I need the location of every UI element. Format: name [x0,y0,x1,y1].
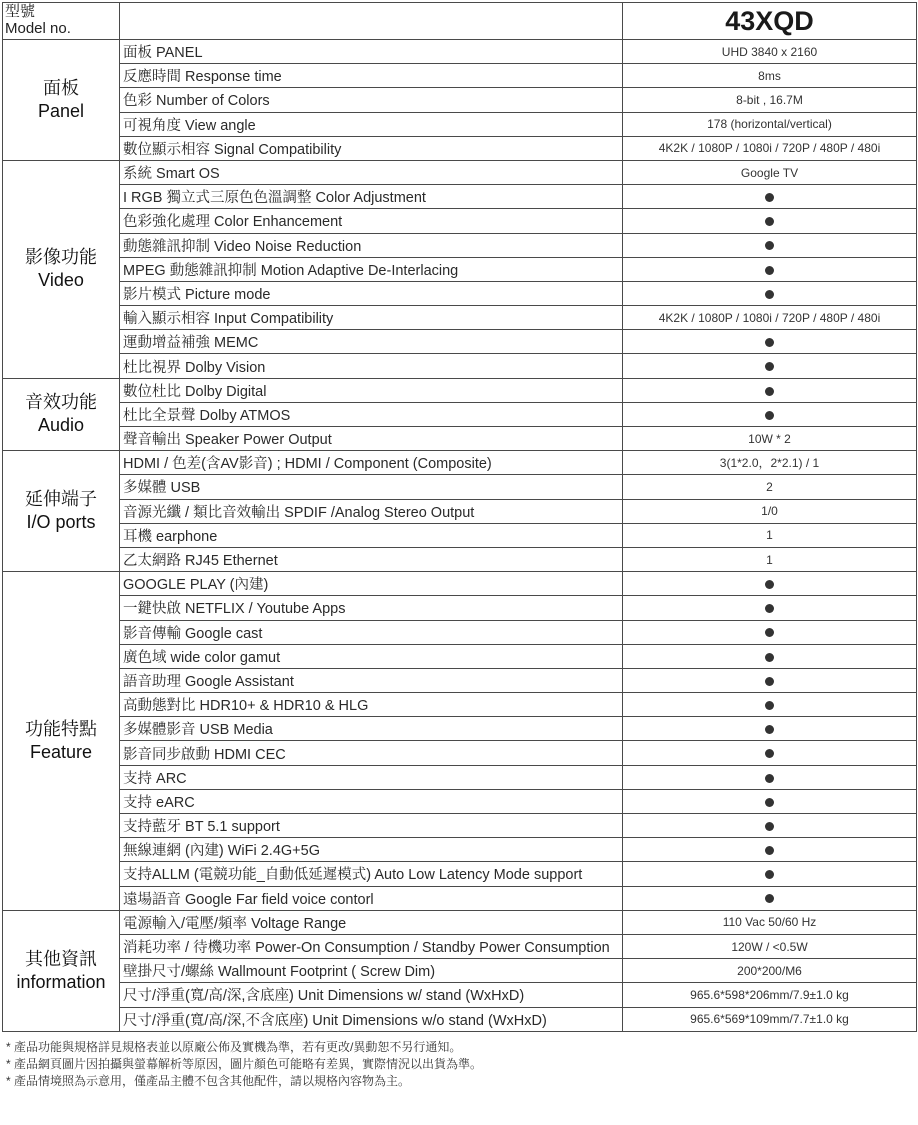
spec-value: 3(1*2.0，2*2.1) / 1 [623,451,917,475]
spec-row [3,765,917,789]
feature-label: 可視角度 View angle [120,112,623,136]
feature-label: 耳機 earphone [120,523,623,547]
feature-label: 數位杜比 Dolby Digital [120,378,623,402]
section-header [3,40,120,161]
spec-row [3,306,917,330]
supported-dot-icon [765,604,774,613]
spec-row [3,451,917,475]
spec-value: 4K2K / 1080P / 1080i / 720P / 480P / 480i [623,136,917,160]
model-label-zh: 型號 [5,3,36,20]
spec-row [3,257,917,281]
feature-label: 多媒體影音 USB Media [120,717,623,741]
spec-row [3,475,917,499]
supported-dot-icon [765,217,774,226]
supported-cell [623,644,917,668]
feature-label: 輸入顯示相容 Input Compatibility [120,306,623,330]
spec-row [3,862,917,886]
feature-label: 無線連網 (內建) WiFi 2.4G+5G [120,838,623,862]
feature-label: 高動態對比 HDR10+ & HDR10 & HLG [120,693,623,717]
supported-dot-icon [765,653,774,662]
feature-label: 數位顯示相容 Signal Compatibility [120,136,623,160]
supported-dot-icon [765,725,774,734]
spec-value: 178 (horizontal/vertical) [623,112,917,136]
spec-value: 1/0 [623,499,917,523]
supported-dot-icon [765,677,774,686]
supported-dot-icon [765,362,774,371]
feature-label: 支持ALLM (電競功能_自動低延遲模式) Auto Low Latency Mode support [120,862,623,886]
supported-cell [623,281,917,305]
feature-label: 聲音輸出 Speaker Power Output [120,427,623,451]
model-label-cell [3,3,120,40]
section-name-zh: 功能特點 [25,718,97,739]
spec-row [3,427,917,451]
feature-label: 語音助理 Google Assistant [120,668,623,692]
spec-row [3,136,917,160]
feature-label: MPEG 動態雜訊抑制 Motion Adaptive De-Interlacing [120,257,623,281]
spec-value: 10W * 2 [623,427,917,451]
section-name-en: information [16,971,106,992]
spec-row [3,88,917,112]
supported-cell [623,693,917,717]
supported-dot-icon [765,628,774,637]
feature-label: 動態雜訊抑制 Video Noise Reduction [120,233,623,257]
spec-row [3,233,917,257]
spec-row [3,644,917,668]
feature-label: 影音傳輸 Google cast [120,620,623,644]
spec-row [3,814,917,838]
spec-row [3,547,917,571]
supported-dot-icon [765,241,774,250]
feature-label: 支持 ARC [120,765,623,789]
supported-dot-icon [765,894,774,903]
spec-row [3,620,917,644]
supported-cell [623,572,917,596]
feature-label: 色彩 Number of Colors [120,88,623,112]
spec-value: 120W / <0.5W [623,934,917,958]
spec-row [3,523,917,547]
feature-label: HDMI / 色差(含AV影音) ; HDMI / Component (Composite) [120,451,623,475]
spec-row [3,209,917,233]
spec-row [3,934,917,958]
feature-label: 杜比全景聲 Dolby ATMOS [120,402,623,426]
supported-dot-icon [765,290,774,299]
spec-value: 1 [623,523,917,547]
feature-label: I RGB 獨立式三原色色溫調整 Color Adjustment [120,185,623,209]
spec-value: 8ms [623,64,917,88]
supported-dot-icon [765,749,774,758]
spec-row [3,281,917,305]
section-name-en: Audio [37,415,85,436]
spec-value: 8-bit , 16.7M [623,88,917,112]
feature-label: 支持 eARC [120,789,623,813]
section-header [3,910,120,1031]
supported-dot-icon [765,411,774,420]
supported-cell [623,233,917,257]
spec-row [3,64,917,88]
feature-label: 廣色域 wide color gamut [120,644,623,668]
supported-cell [623,789,917,813]
spec-row [3,330,917,354]
section-name-en: Video [38,270,84,291]
feature-label: 遠場語音 Google Far field voice contorl [120,886,623,910]
supported-cell [623,862,917,886]
spec-value: 965.6*569*109mm/7.7±1.0 kg [623,1007,917,1031]
supported-cell [623,620,917,644]
supported-cell [623,717,917,741]
feature-label: 多媒體 USB [120,475,623,499]
supported-cell [623,741,917,765]
spec-table-body [3,3,917,1032]
feature-label: 影音同步啟動 HDMI CEC [120,741,623,765]
supported-cell [623,378,917,402]
model-label-en: Model no. [5,20,71,37]
section-name-zh: 其他資訊 [25,948,97,969]
supported-cell [623,596,917,620]
supported-cell [623,209,917,233]
header-row [3,3,917,40]
spec-row [3,402,917,426]
spec-row [3,668,917,692]
feature-label: 運動增益補強 MEMC [120,330,623,354]
spec-row [3,983,917,1007]
spec-row [3,112,917,136]
section-name-en: I/O ports [26,512,96,533]
supported-dot-icon [765,846,774,855]
feature-label: 消耗功率 / 待機功率 Power-On Consumption / Standby Power Consumption [120,934,623,958]
spec-row [3,838,917,862]
spec-value: UHD 3840 x 2160 [623,40,917,64]
spec-row [3,572,917,596]
feature-label: 尺寸/淨重(寬/高/深,不含底座) Unit Dimensions w/o stand (WxHxD) [120,1007,623,1031]
feature-label: 反應時間 Response time [120,64,623,88]
spec-row [3,378,917,402]
feature-label: 杜比視界 Dolby Vision [120,354,623,378]
spec-row [3,910,917,934]
feature-label: 一鍵快啟 NETFLIX / Youtube Apps [120,596,623,620]
feature-label: 系統 Smart OS [120,160,623,184]
feature-label: GOOGLE PLAY (內建) [120,572,623,596]
supported-dot-icon [765,266,774,275]
section-name-zh: 延伸端子 [25,489,97,510]
feature-label: 音源光纖 / 類比音效輸出 SPDIF /Analog Stereo Output [120,499,623,523]
feature-label: 乙太網路 RJ45 Ethernet [120,547,623,571]
supported-dot-icon [765,338,774,347]
header-blank-cell [120,3,623,40]
supported-dot-icon [765,822,774,831]
spec-row [3,789,917,813]
footnote: * 產品功能與規格詳見規格表並以原廠公佈及實機為準，若有更改/異動恕不另行通知。 [6,1040,462,1054]
spec-row [3,40,917,64]
supported-dot-icon [765,387,774,396]
spec-row [3,693,917,717]
spec-table [2,2,917,1032]
supported-cell [623,765,917,789]
footnote: * 產品情境照為示意用，僅產品主體不包含其他配件，請以規格內容物為主。 [6,1074,411,1088]
spec-row [3,185,917,209]
spec-value: 1 [623,547,917,571]
spec-value: 200*200/M6 [623,959,917,983]
spec-row [3,596,917,620]
supported-dot-icon [765,870,774,879]
spec-row [3,1007,917,1031]
section-name-zh: 影像功能 [25,247,97,268]
supported-cell [623,185,917,209]
spec-value: 110 Vac 50/60 Hz [623,910,917,934]
section-header [3,378,120,451]
spec-row [3,499,917,523]
feature-label: 支持藍牙 BT 5.1 support [120,814,623,838]
footnote: * 產品網頁圖片因拍攝與螢幕解析等原因，圖片顏色可能略有差異，實際情況以出貨為準。 [6,1057,483,1071]
supported-dot-icon [765,774,774,783]
section-header [3,451,120,572]
supported-cell [623,402,917,426]
section-name-zh: 面板 [43,77,79,98]
spec-row [3,959,917,983]
section-header [3,572,120,911]
spec-row [3,160,917,184]
feature-label: 面板 PANEL [120,40,623,64]
section-name-zh: 音效功能 [25,392,97,413]
supported-cell [623,668,917,692]
supported-cell [623,330,917,354]
footnotes [6,1039,906,1090]
feature-label: 電源輸入/電壓/頻率 Voltage Range [120,910,623,934]
supported-cell [623,354,917,378]
spec-value: 965.6*598*206mm/7.9±1.0 kg [623,983,917,1007]
supported-cell [623,838,917,862]
feature-label: 尺寸/淨重(寬/高/深,含底座) Unit Dimensions w/ stand (WxHxD) [120,983,623,1007]
supported-dot-icon [765,701,774,710]
section-name-en: Panel [37,100,85,121]
model-number: 43XQD [623,3,917,40]
feature-label: 影片模式 Picture mode [120,281,623,305]
spec-value: 2 [623,475,917,499]
supported-dot-icon [765,798,774,807]
spec-value: Google TV [623,160,917,184]
spec-row [3,741,917,765]
supported-cell [623,257,917,281]
supported-dot-icon [765,580,774,589]
supported-cell [623,814,917,838]
supported-dot-icon [765,193,774,202]
spec-row [3,717,917,741]
feature-label: 色彩強化處理 Color Enhancement [120,209,623,233]
feature-label: 壁掛尺寸/螺絲 Wallmount Footprint ( Screw Dim) [120,959,623,983]
spec-row [3,354,917,378]
supported-cell [623,886,917,910]
spec-value: 4K2K / 1080P / 1080i / 720P / 480P / 480i [623,306,917,330]
spec-row [3,886,917,910]
section-header [3,160,120,378]
section-name-en: Feature [29,741,93,762]
